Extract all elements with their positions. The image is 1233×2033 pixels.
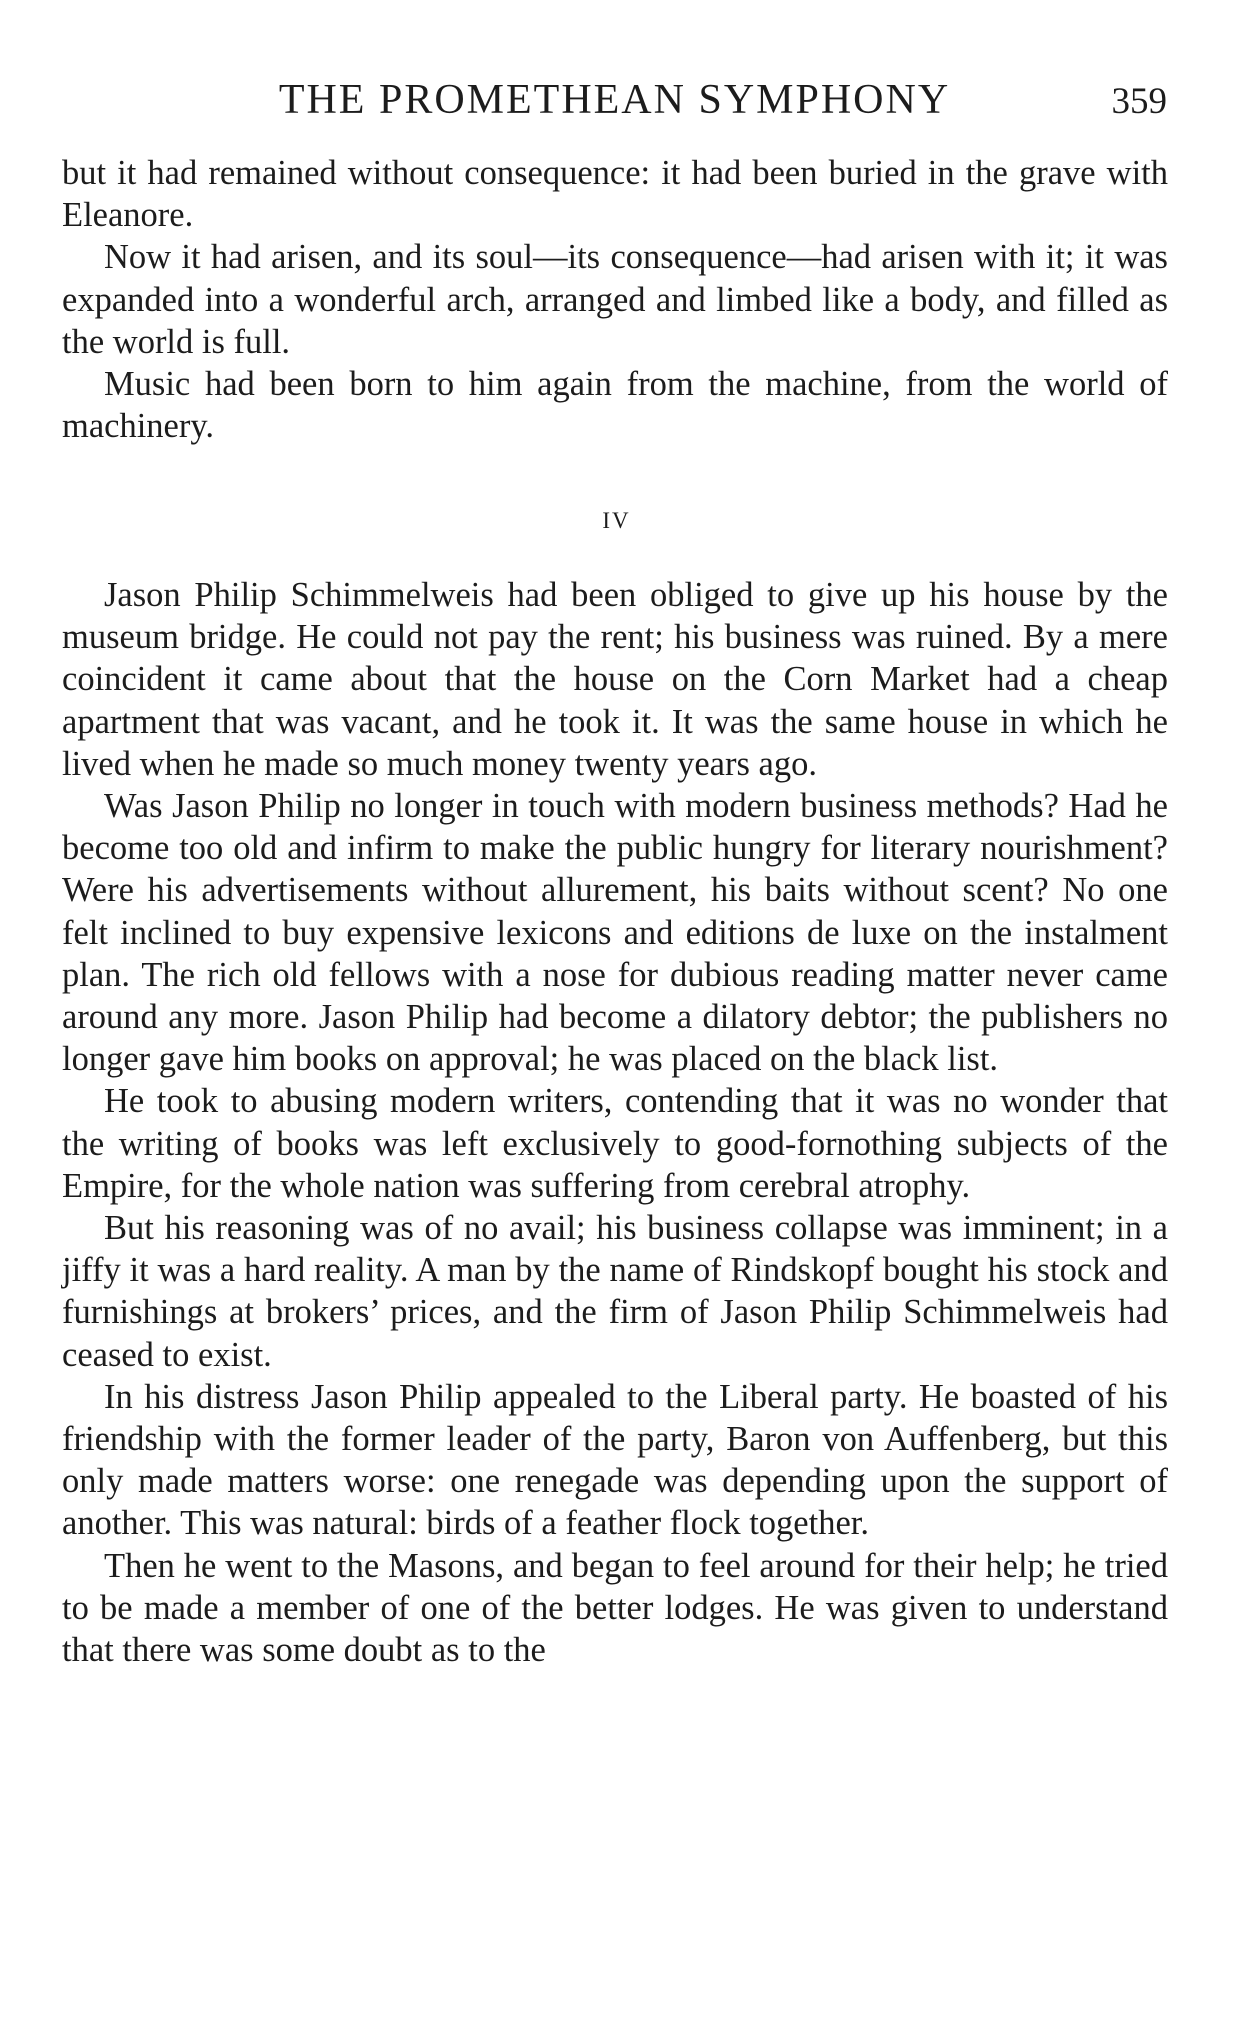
paragraph: He took to abusing modern writers, contending that it was no wonder that the writing of books was left exclusively to good-fornothing subjects of the Empire, for the whole nation was suffering from cerebral atrophy.: [62, 1082, 1168, 1205]
paragraph: Jason Philip Schimmelweis had been obliged to give up his house by the museum bridge. He could not pay the rent; his business was ruined. By a mere coincident it came about that the house on the Corn Market had a cheap apartment that was vacant, and he took it. It was the same house in which he lived when he made so much money twenty years ago.: [62, 576, 1168, 783]
paragraph: But his reasoning was of no avail; his business collapse was imminent; in a jiffy it was a hard reality. A man by the name of Rindskopf bought his stock and furnishings at brokers’ prices, and the firm of Jason Philip Schimmelweis had ceased to exist.: [62, 1209, 1168, 1374]
paragraph: In his distress Jason Philip appealed to the Liberal party. He boasted of his friendship with the former leader of the party, Baron von Auffenberg, but this only made matters worse: one renegade was depending upon the support of another. This was natural: birds of a feather flock together.: [62, 1377, 1168, 1543]
paragraph: Was Jason Philip no longer in touch with modern business methods? Had he become too old and infirm to make the public hungry for literary nourishment? Were his advertisements without allurement, his baits without scent? No one felt inclined to buy expensive lexicons and editions de luxe on the instalment plan. The rich old fellows with a nose for dubious reading matter never came around any more. Jason Philip had become a dilatory debtor; the publishers no longer gave him books on approval; he was placed on the black list.: [62, 787, 1168, 1079]
section-heading: IV: [602, 508, 631, 533]
running-title: THE PROMETHEAN SYMPHONY: [278, 77, 951, 123]
paragraph: Now it had arisen, and its soul—its consequence—had arisen with it; it was expanded into a wonderful arch, arranged and limbed like a body, and filled as the world is full.: [62, 238, 1168, 361]
paragraph: Music had been born to him again from the machine, from the world of machinery.: [62, 365, 1168, 446]
text-after-section: [62, 574, 1168, 1671]
page-number: 359: [1111, 81, 1167, 122]
paragraph: but it had remained without consequence: it had been buried in the grave with Eleanore.: [62, 154, 1168, 235]
running-header: [62, 72, 1167, 128]
paragraph: Then he went to the Masons, and began to feel around for their help; he tried to be made a member of one of the better lodges. He was given to understand that there was some doubt as to the: [62, 1546, 1168, 1670]
text-before-section: [62, 152, 1168, 447]
